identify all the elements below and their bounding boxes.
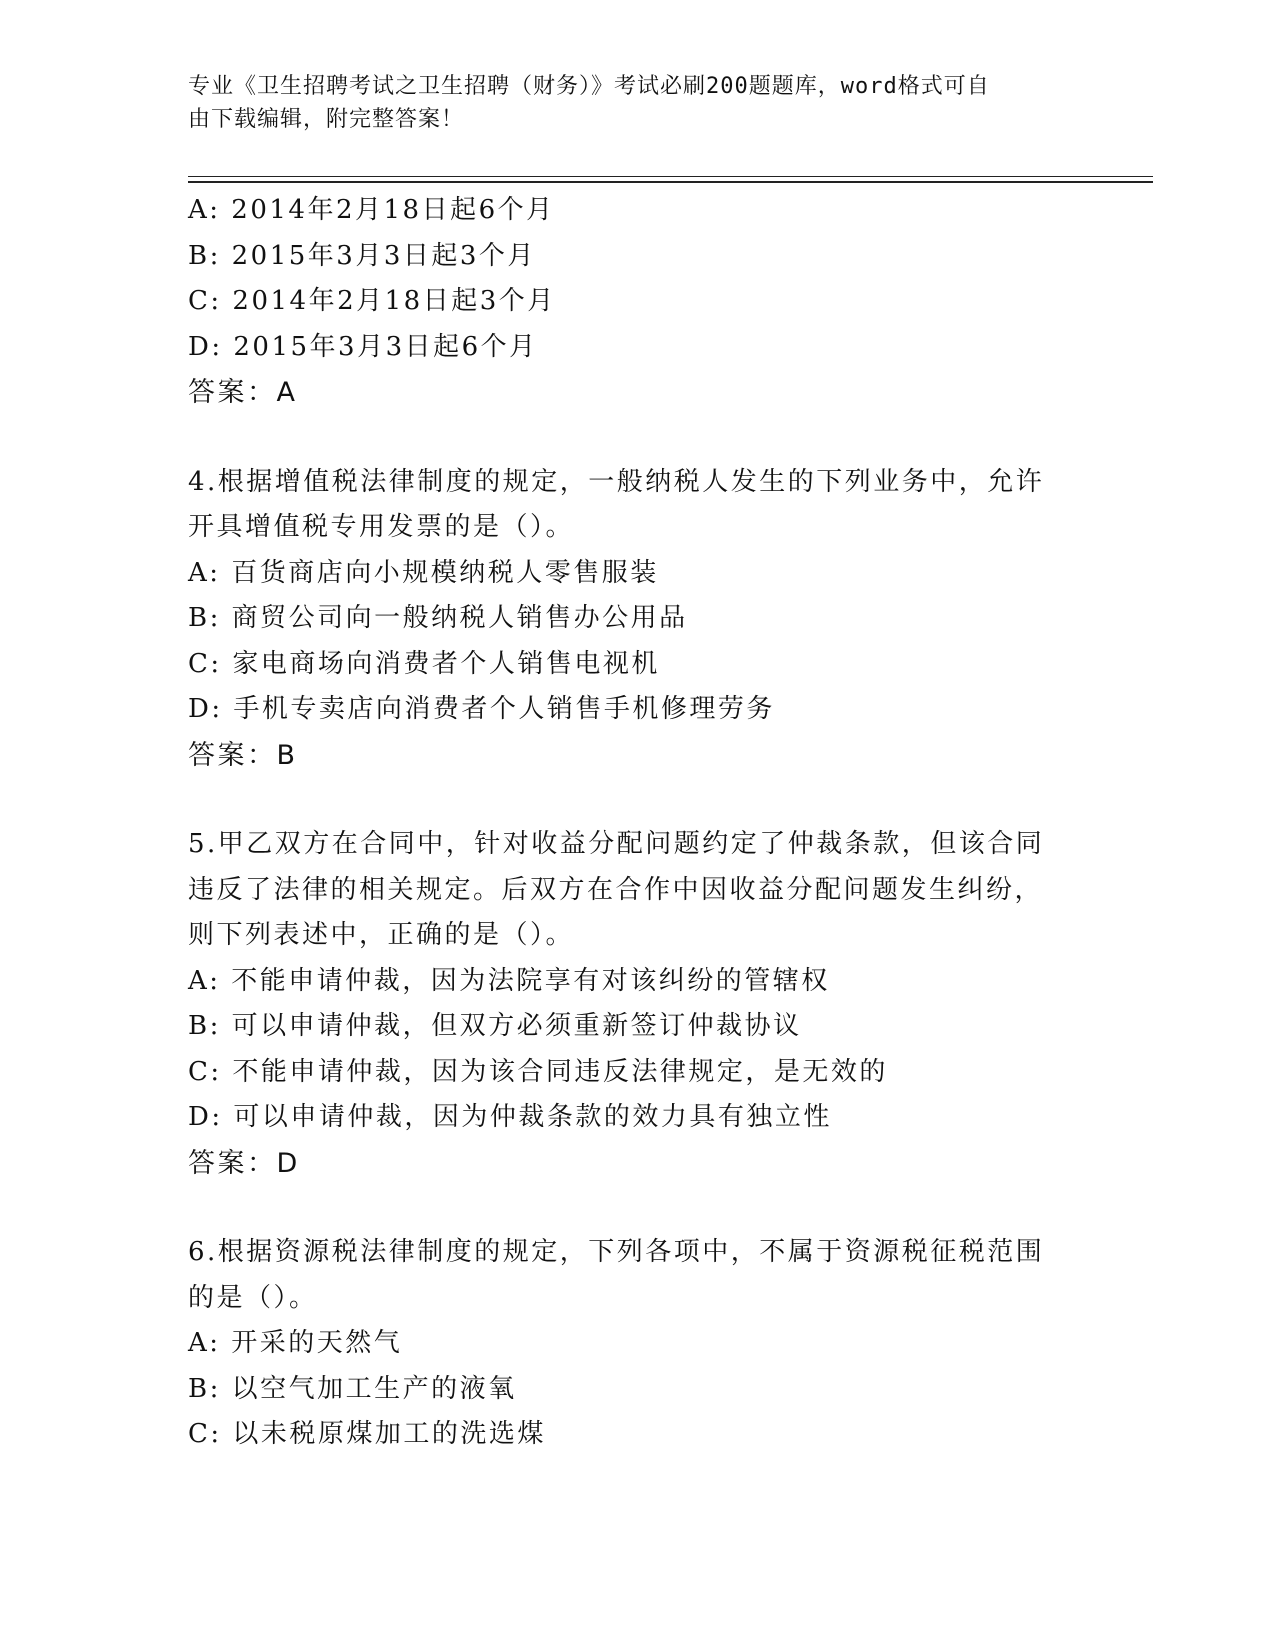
q6-option-c: C: 以未税原煤加工的洗选煤 [188, 1419, 546, 1449]
spacer [188, 778, 1088, 822]
spacer [188, 416, 1088, 460]
q4-option-d: D: 手机专卖店向消费者个人销售手机修理劳务 [188, 694, 775, 724]
q3-option-c: C: 2014年2月18日起3个月 [188, 286, 556, 316]
q4-answer: 答案：B [188, 739, 298, 771]
question-3 [188, 188, 1088, 416]
document-body [188, 188, 1088, 1458]
q5-question-line-3: 则下列表述中，正确的是（）。 [188, 920, 575, 950]
q4-option-c: C: 家电商场向消费者个人销售电视机 [188, 648, 660, 679]
q3-option-a: A: 2014年2月18日起6个月 [188, 195, 555, 225]
header-divider-thin [188, 176, 1153, 177]
q5-option-c: C: 不能申请仲裁，因为该合同违反法律规定，是无效的 [188, 1056, 888, 1087]
q5-option-b: B: 可以申请仲裁，但双方必须重新签订仲裁协议 [188, 1011, 802, 1041]
header-divider-thick [188, 181, 1153, 183]
q6-question-line-2: 的是（）。 [188, 1282, 318, 1313]
q4-question-line-1: 4.根据增值税法律制度的规定，一般纳税人发生的下列业务中，允许 [188, 466, 1045, 497]
q4-option-b: B: 商贸公司向一般纳税人销售办公用品 [188, 603, 688, 633]
q5-question-line-1: 5.甲乙双方在合同中，针对收益分配问题约定了仲裁条款，但该合同 [188, 829, 1045, 859]
q6-option-b: B: 以空气加工生产的液氧 [188, 1373, 517, 1404]
q3-option-b: B: 2015年3月3日起3个月 [188, 240, 536, 271]
q3-answer: 答案：A [188, 377, 298, 408]
q4-question-line-2: 开具增值税专用发票的是（）。 [188, 512, 575, 542]
q3-option-d: D: 2015年3月3日起6个月 [188, 331, 538, 362]
question-4 [188, 460, 1088, 779]
question-5 [188, 822, 1088, 1186]
header-line-2: 由下载编辑，附完整答案！ [188, 107, 465, 132]
q4-option-a: A: 百货商店向小规模纳税人零售服装 [188, 557, 659, 588]
q5-option-d: D: 可以申请仲裁，因为仲裁条款的效力具有独立性 [188, 1102, 832, 1132]
q5-question-line-2: 违反了法律的相关规定。后双方在合作中因收益分配问题发生纠纷， [188, 874, 1044, 905]
header-line-1: 专业《卫生招聘考试之卫生招聘（财务）》考试必刷200题题库，word格式可自 [188, 74, 990, 99]
spacer [188, 1186, 1088, 1230]
q6-question-line-1: 6.根据资源税法律制度的规定，下列各项中，不属于资源税征税范围 [188, 1237, 1045, 1267]
q6-option-a: A: 开采的天然气 [188, 1328, 403, 1358]
document-header [188, 70, 1068, 136]
q5-option-a: A: 不能申请仲裁，因为法院享有对该纠纷的管辖权 [188, 965, 830, 996]
question-6 [188, 1230, 1088, 1458]
q5-answer: 答案：D [188, 1147, 300, 1179]
